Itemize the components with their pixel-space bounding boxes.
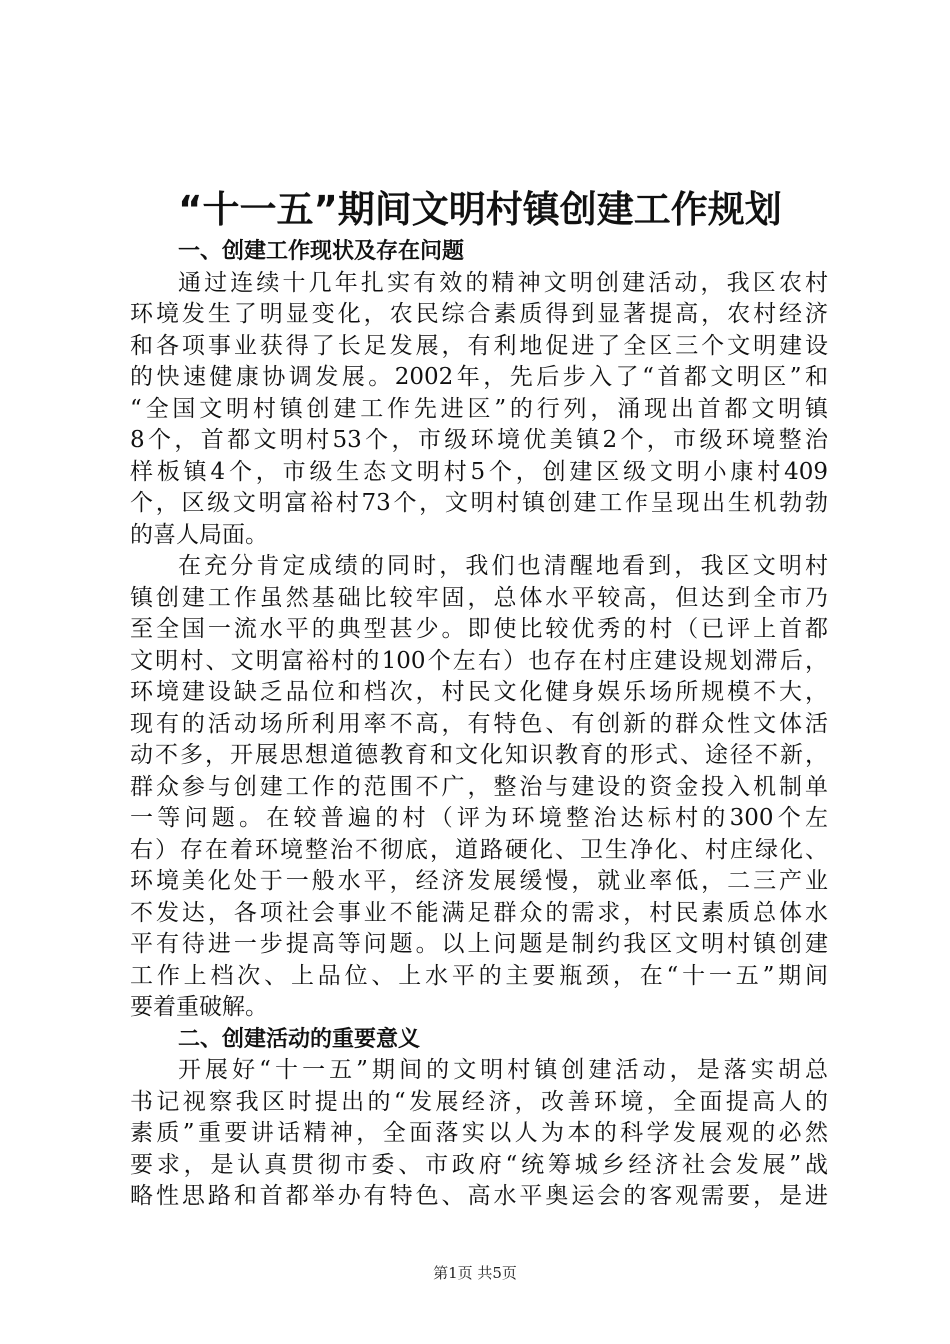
paragraph-line: 通过连续十几年扎实有效的精神文明创建活动，我区农村 bbox=[178, 269, 828, 296]
paragraph bbox=[130, 1055, 828, 1213]
paragraph-line: 略性思路和首都举办有特色、高水平奥运会的客观需要，是进 bbox=[130, 1183, 828, 1209]
paragraph-line: 动不多，开展思想道德教育和文化知识教育的形式、途径不新， bbox=[130, 742, 828, 768]
paragraph-line: 一等问题。在较普遍的村（评为环境整治达标村的300个左 bbox=[130, 805, 828, 831]
paragraph-line: 素质”重要讲话精神，全面落实以人为本的科学发展观的必然 bbox=[130, 1120, 828, 1146]
section-heading: 二、创建活动的重要意义 bbox=[178, 1026, 421, 1052]
document-body bbox=[130, 236, 828, 1213]
paragraph-line: 环境建设缺乏品位和档次，村民文化健身娱乐场所规模不大， bbox=[130, 679, 828, 705]
paragraph-line: 和各项事业获得了长足发展，有利地促进了全区三个文明建设 bbox=[130, 332, 828, 359]
document-title: “十一五”期间文明村镇创建工作规划 bbox=[178, 188, 782, 231]
paragraph-line: 平有待进一步提高等问题。以上问题是制约我区文明村镇创建 bbox=[130, 931, 828, 957]
paragraph-line: “全国文明村镇创建工作先进区”的行列，涌现出首都文明镇 bbox=[130, 395, 828, 422]
paragraph-line: 个，区级文明富裕村73个，文明村镇创建工作呈现出生机勃勃 bbox=[130, 490, 828, 516]
paragraph-line: 现有的活动场所利用率不高，有特色、有创新的群众性文体活 bbox=[130, 710, 828, 737]
paragraph bbox=[130, 551, 828, 1024]
paragraph bbox=[130, 268, 828, 552]
page-indicator: 第1页 共5页 bbox=[433, 1264, 517, 1282]
paragraph-line: 要求，是认真贯彻市委、市政府“统筹城乡经济社会发展”战 bbox=[130, 1151, 828, 1178]
paragraph-line: 样板镇4个，市级生态文明村5个，创建区级文明小康村409 bbox=[130, 458, 828, 485]
paragraph-line: 群众参与创建工作的范围不广，整治与建设的资金投入机制单 bbox=[130, 773, 828, 800]
paragraph-line: 至全国一流水平的典型甚少。即使比较优秀的村（已评上首都 bbox=[130, 616, 828, 642]
paragraph-line: 要着重破解。 bbox=[130, 994, 268, 1020]
paragraph-line: 右）存在着环境整治不彻底，道路硬化、卫生净化、村庄绿化、 bbox=[130, 836, 828, 863]
paragraph-line: 镇创建工作虽然基础比较牢固，总体水平较高，但达到全市乃 bbox=[130, 584, 828, 611]
paragraph-line: 环境发生了明显变化，农民综合素质得到显著提高，农村经济 bbox=[130, 301, 828, 327]
paragraph-line: 8个，首都文明村53个，市级环境优美镇2个，市级环境整治 bbox=[130, 427, 828, 453]
paragraph-line: 环境美化处于一般水平，经济发展缓慢，就业率低，二三产业 bbox=[130, 868, 828, 894]
paragraph-line: 不发达，各项社会事业不能满足群众的需求，村民素质总体水 bbox=[130, 899, 828, 926]
paragraph-line: 的快速健康协调发展。2002年，先后步入了“首都文明区”和 bbox=[130, 364, 828, 390]
paragraph-line: 的喜人局面。 bbox=[130, 521, 268, 548]
paragraph-line: 文明村、文明富裕村的100个左右）也存在村庄建设规划滞后， bbox=[130, 647, 828, 674]
paragraph-line: 书记视察我区时提出的“发展经济，改善环境，全面提高人的 bbox=[130, 1088, 828, 1115]
paragraph-line: 工作上档次、上品位、上水平的主要瓶颈，在“十一五”期间 bbox=[130, 962, 828, 989]
paragraph-line: 开展好“十一五”期间的文明村镇创建活动，是落实胡总 bbox=[178, 1057, 828, 1083]
paragraph-line: 在充分肯定成绩的同时，我们也清醒地看到，我区文明村 bbox=[178, 553, 828, 579]
section-heading: 一、创建工作现状及存在问题 bbox=[178, 239, 465, 264]
page-footer bbox=[0, 1262, 950, 1283]
